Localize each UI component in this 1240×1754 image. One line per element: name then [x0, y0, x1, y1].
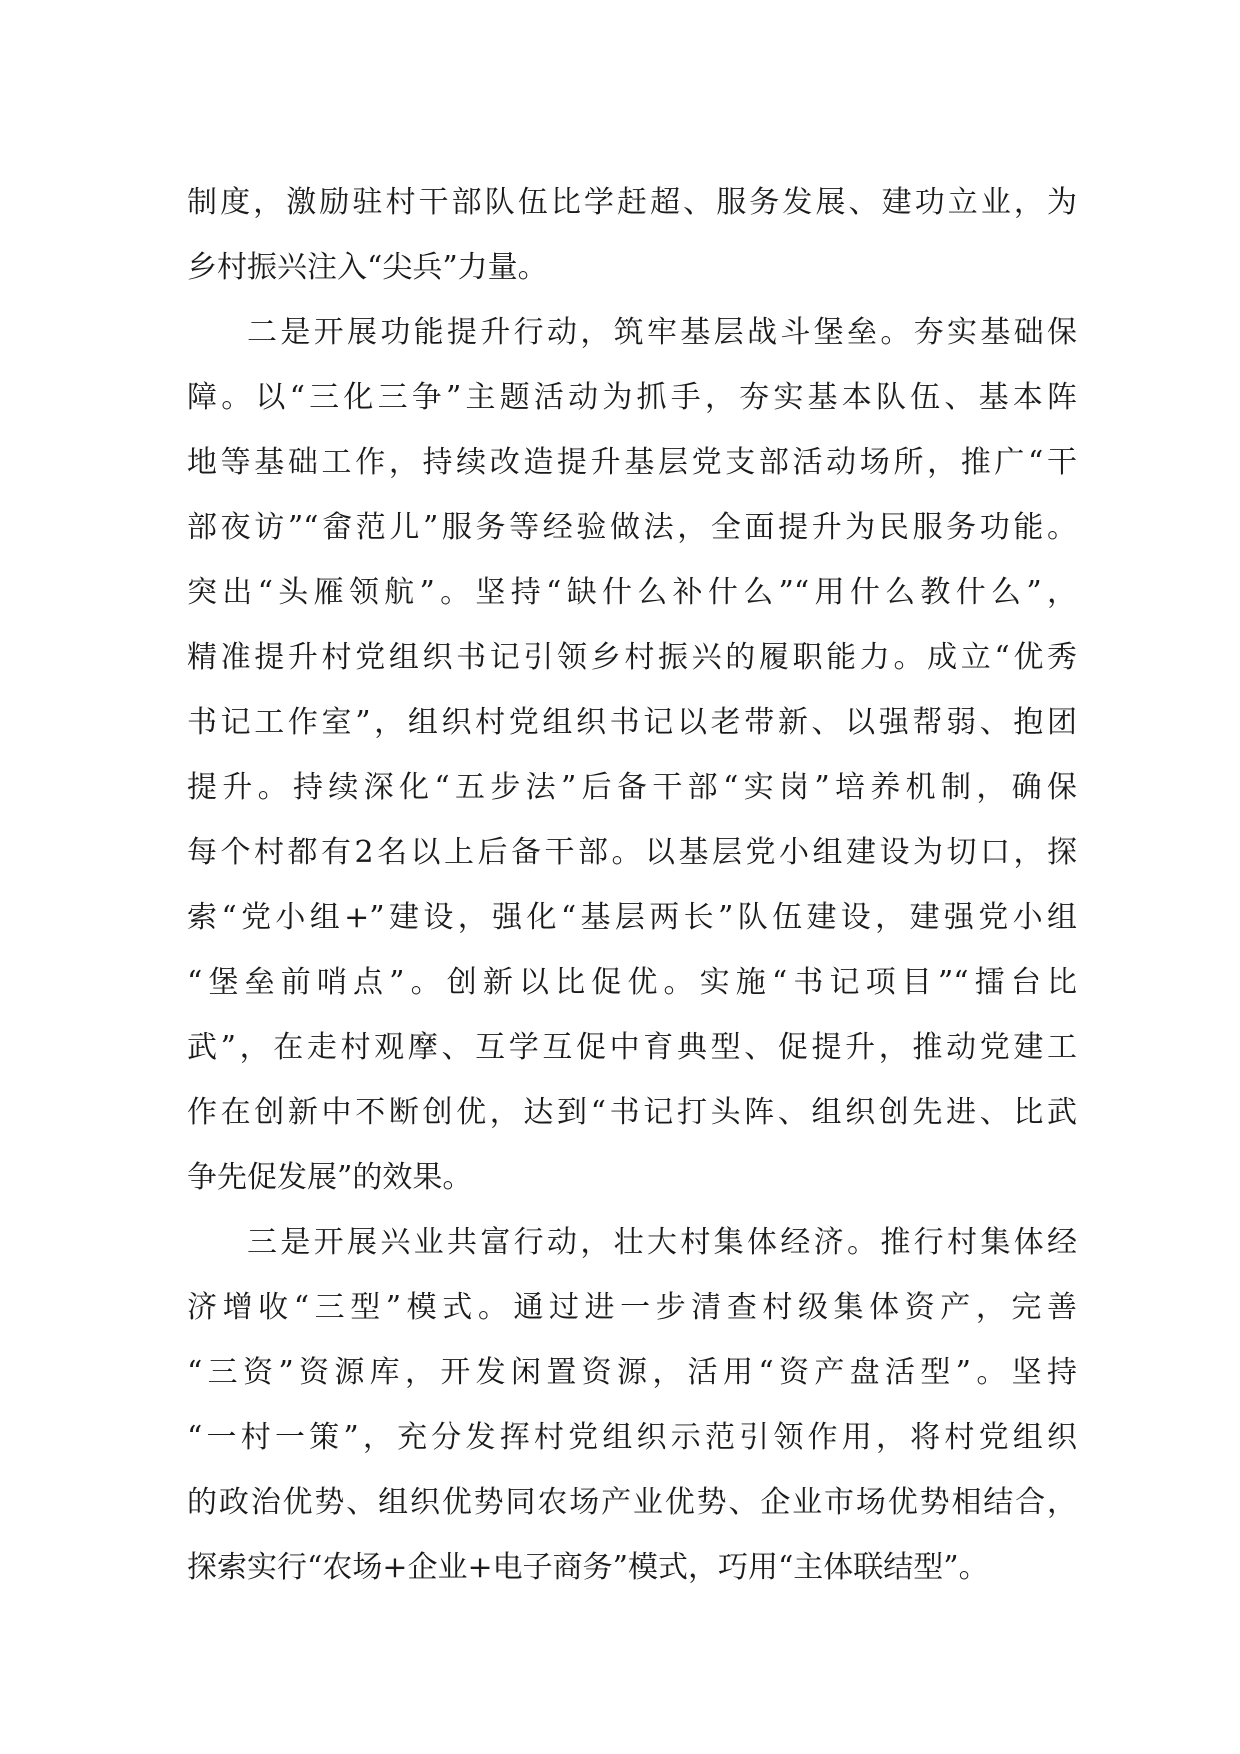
text-line: 提升。持续深化“五步法”后备干部“实岗”培养机制，确保 — [187, 770, 1077, 805]
text-line: 济增收“三型”模式。通过进一步清查村级集体资产，完善 — [187, 1290, 1077, 1325]
paragraph-section-two — [187, 300, 1077, 1210]
text-line: “三资”资源库，开发闲置资源，活用“资产盘活型”。坚持 — [187, 1355, 1077, 1390]
text-line: 探索实行“农场+企业+电子商务”模式，巧用“主体联结型”。 — [187, 1550, 989, 1585]
text-line: “堡垒前哨点”。创新以比促优。实施“书记项目”“擂台比 — [187, 965, 1077, 1000]
text-line: 三是开展兴业共富行动，壮大村集体经济。推行村集体经 — [247, 1225, 1077, 1260]
text-line: 争先促发展”的效果。 — [187, 1160, 473, 1195]
text-line: 索“党小组+”建设，强化“基层两长”队伍建设，建强党小组 — [187, 900, 1077, 935]
text-line: 部夜访”“畲范儿”服务等经验做法，全面提升为民服务功能。 — [187, 510, 1077, 545]
text-line: 地等基础工作，持续改造提升基层党支部活动场所，推广“干 — [187, 445, 1077, 480]
paragraph-continuation — [187, 170, 1077, 300]
text-line: 精准提升村党组织书记引领乡村振兴的履职能力。成立“优秀 — [187, 640, 1077, 675]
text-line: 书记工作室”，组织村党组织书记以老带新、以强帮弱、抱团 — [187, 705, 1077, 740]
document-body — [187, 170, 1077, 1600]
text-line: 每个村都有2名以上后备干部。以基层党小组建设为切口，探 — [187, 835, 1077, 870]
text-line: 作在创新中不断创优，达到“书记打头阵、组织创先进、比武 — [187, 1095, 1077, 1130]
text-line: 二是开展功能提升行动，筑牢基层战斗堡垒。夯实基础保 — [247, 315, 1077, 350]
text-line: 障。以“三化三争”主题活动为抓手，夯实基本队伍、基本阵 — [187, 380, 1077, 415]
text-line: 突出“头雁领航”。坚持“缺什么补什么”“用什么教什么”， — [187, 575, 1077, 610]
text-line: 制度，激励驻村干部队伍比学赶超、服务发展、建功立业，为 — [187, 185, 1077, 220]
text-line: 武”，在走村观摩、互学互促中育典型、促提升，推动党建工 — [187, 1030, 1077, 1065]
paragraph-section-three — [187, 1210, 1077, 1600]
text-line: “一村一策”，充分发挥村党组织示范引领作用，将村党组织 — [187, 1420, 1077, 1455]
text-line: 乡村振兴注入“尖兵”力量。 — [187, 250, 548, 285]
text-line: 的政治优势、组织优势同农场产业优势、企业市场优势相结合， — [187, 1485, 1077, 1520]
